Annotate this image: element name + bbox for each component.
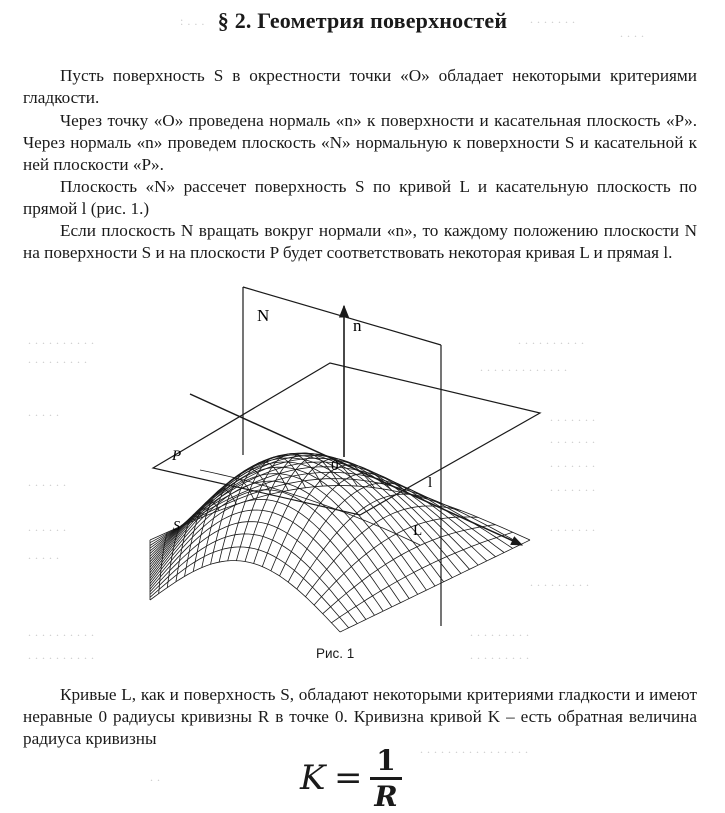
label-normal-n: n	[353, 316, 362, 335]
formula-numerator: 1	[376, 744, 396, 777]
bleed-through-text: . . . . .	[28, 548, 60, 562]
formula-denominator: R	[374, 780, 398, 813]
bleed-through-text: : . . .	[180, 14, 205, 28]
label-plane-N: N	[257, 306, 270, 325]
tangent-plane-P	[153, 363, 540, 515]
bleed-through-text: . . . . . . .	[550, 410, 596, 424]
plane-N-edge-top	[243, 287, 441, 345]
surface-mesh-line	[150, 561, 340, 632]
label-plane-P: P	[172, 448, 182, 464]
bleed-through-text: . . . . . . . . .	[470, 625, 530, 639]
bleed-through-text: . . . . . . . . . .	[518, 333, 585, 347]
bleed-through-text: . . . . . . . . . . . . .	[480, 360, 568, 374]
bleed-through-text: . . . . . . . . .	[530, 575, 590, 589]
surface-mesh-line	[271, 465, 392, 571]
paragraph-2: Через точку «O» проведена нормаль «n» к поверхности и касательная плоскость «P». Через нормаль «n» проведем плоскость «N» нормальную к поверхности S и касательной к ней плоскости «P».	[23, 111, 697, 174]
formula-lhs: K	[300, 758, 326, 798]
bleed-through-text: . . . . . . . . . .	[28, 625, 95, 639]
paragraph-1: Пусть поверхность S в окрестности точки «O» обладает некоторыми критериями гладкости.	[23, 66, 697, 107]
label-curve-L: L	[413, 523, 423, 539]
figure-caption: Рис. 1	[316, 646, 355, 661]
bleed-through-text: . . . . .	[28, 405, 60, 419]
label-surface-S: S	[173, 519, 180, 534]
bleed-through-text: . . . .	[620, 26, 645, 40]
bleed-through-text: . . . . . .	[28, 520, 67, 534]
bleed-through-text: . . . . . . .	[550, 456, 596, 470]
bleed-through-text: . . . . . . . . . .	[28, 648, 95, 662]
paragraph-4: Если плоскость N вращать вокруг нормали «n», то каждому положению плоскости N на поверхности S и на плоскости P будет соответствовать некоторая кривая L и прямая l.	[23, 221, 697, 262]
bleed-through-text: . . . . . . . . .	[28, 352, 88, 366]
bleed-through-text: . . . . . . .	[550, 432, 596, 446]
bleed-through-text: . . . . . . . . .	[470, 648, 530, 662]
bleed-through-text: . . . . . . .	[530, 12, 576, 26]
paragraph-3: Плоскость «N» рассечет поверхность S по кривой L и касательную плоскость по прямой l (рис. 1.)	[23, 177, 697, 218]
formula-fraction	[370, 746, 402, 812]
bleed-through-text: . .	[150, 770, 161, 784]
formula-equals: =	[334, 758, 363, 798]
label-line-l: l	[428, 475, 433, 491]
section-title: § 2. Геометрия поверхностей	[217, 8, 508, 33]
bleed-through-text: . . . . . . . . . .	[28, 333, 95, 347]
curvature-formula	[300, 744, 410, 813]
surface-mesh-line	[340, 540, 530, 632]
bleed-through-text: . . . . . . .	[550, 520, 596, 534]
bleed-through-text: . . . . . .	[28, 475, 67, 489]
paragraph-after-figure: Кривые L, как и поверхность S, обладают некоторыми критериями гладкости и имеют неравные 0 радиусы кривизны R в точке 0. Кривизна кривой K – есть обратная величина радиуса кривизны	[23, 685, 697, 748]
bleed-through-text: . . . . . . .	[550, 480, 596, 494]
label-origin-0: 0	[331, 458, 339, 474]
bleed-through-text: . . . . . . . . . . . . . . . .	[420, 742, 529, 756]
